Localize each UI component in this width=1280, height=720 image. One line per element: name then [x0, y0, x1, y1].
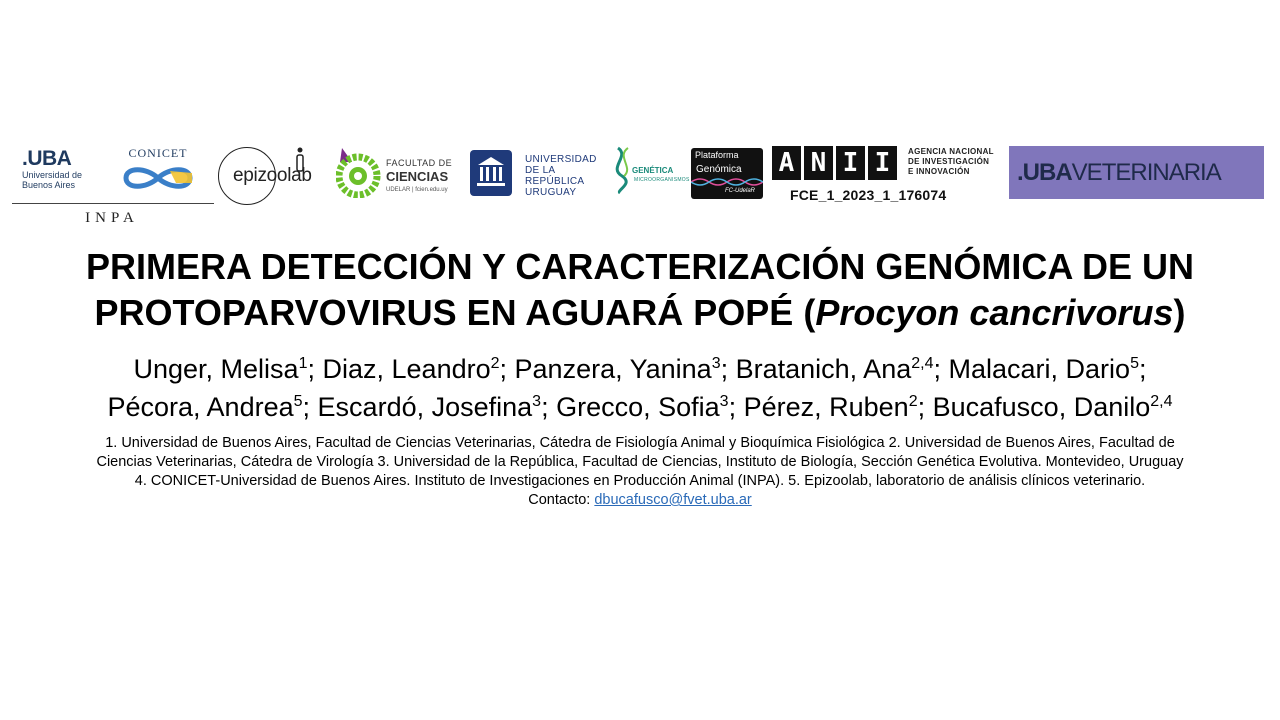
author-list [0, 350, 1280, 426]
author-separator: ; [1138, 354, 1147, 384]
dna-wave-icon [691, 176, 763, 188]
conicet-infinity-icon [120, 161, 196, 195]
author-name: Escardó, Josefina [317, 392, 533, 422]
anii-project-code: FCE_1_2023_1_176074 [790, 187, 947, 203]
anii-letter: N [804, 146, 833, 180]
uba-logo-line1: Universidad de [22, 170, 83, 180]
logo-divider [12, 203, 214, 204]
facultad-ciencias-logo [336, 146, 454, 206]
author-separator: ; [728, 392, 744, 422]
plataforma-genomica-logo [691, 148, 763, 199]
anii-agency-line3: E INNOVACIÓN [908, 167, 970, 176]
udelar-logo [470, 148, 610, 198]
genetica-line1: GENÉTICA [632, 166, 674, 175]
udelar-text [525, 154, 610, 198]
contact-email-link[interactable]: dbucafusco@fvet.uba.ar [594, 492, 752, 508]
fcien-line3: UDELAR | fcien.edu.uy [386, 187, 448, 193]
author-affiliation: 3 [719, 393, 729, 410]
title-species: Procyon cancrivorus [815, 292, 1174, 333]
plataforma-line3: FC-UdelaR [725, 188, 756, 194]
affiliation-line-2: Ciencias Veterinarias, Cátedra de Virología 3. Universidad de la República, Facultad de Ciencias, Instituto de Biología, Sección Genética Evolutiva. Montevideo, Uruguay [96, 454, 1184, 470]
author-name: Diaz, Leandro [322, 354, 491, 384]
author-affiliation: 3 [711, 355, 721, 372]
uba-veterinaria-part2: VETERINARIA [1071, 159, 1221, 186]
genetica-logo [612, 146, 690, 196]
plataforma-line1: Plataforma [695, 150, 739, 160]
author-name: Grecco, Sofia [556, 392, 720, 422]
author-separator: ; [499, 354, 515, 384]
epizoolab-logo [218, 147, 336, 207]
author-affiliation: 5 [293, 393, 303, 410]
anii-letter: A [772, 146, 801, 180]
title-line2 [0, 290, 1280, 336]
plataforma-line2: Genómica [696, 164, 742, 175]
author-separator: ; [933, 354, 949, 384]
sunflower-icon [336, 148, 382, 198]
author-affiliation: 2,4 [1150, 393, 1173, 410]
fcien-line2: CIENCIAS [386, 169, 449, 184]
author-separator: ; [541, 392, 557, 422]
title-line2-prefix: PROTOPARVOVIRUS EN AGUARÁ POPÉ ( [94, 292, 816, 333]
author-name: Panzera, Yanina [514, 354, 712, 384]
anii-agency [908, 147, 994, 177]
author-separator: ; [720, 354, 736, 384]
fcien-line1: FACULTAD DE [386, 158, 453, 168]
uba-logo [22, 148, 102, 190]
anii-logo [772, 143, 994, 207]
affiliation-line-1: 1. Universidad de Buenos Aires, Facultad de Ciencias Veterinarias, Cátedra de Fisiología Animal y Bioquímica Fisiológica 2. Universidad de Buenos Aires, Facultad de [105, 435, 1175, 451]
author-name: Unger, Melisa [133, 354, 299, 384]
anii-letters [772, 146, 900, 180]
poster-title [0, 244, 1280, 336]
uba-logo-text: .UBA [22, 147, 72, 170]
author-name: Pérez, Ruben [743, 392, 909, 422]
author-name: Pécora, Andrea [107, 392, 294, 422]
contact-label: Contacto: [528, 492, 595, 508]
author-affiliation: 2 [490, 355, 500, 372]
udelar-line3: URUGUAY [525, 187, 577, 198]
author-affiliation: 1 [298, 355, 308, 372]
author-separator: ; [307, 354, 323, 384]
contact-line [30, 491, 1250, 510]
affiliations [30, 434, 1250, 510]
anii-agency-line2: DE INVESTIGACIÓN [908, 157, 990, 166]
genetica-line2: MICROORGANISMOS [634, 177, 690, 183]
uba-logo-line2: Buenos Aires [22, 180, 76, 190]
udelar-line1: UNIVERSIDAD [525, 154, 597, 165]
author-affiliation: 2 [908, 393, 918, 410]
epizoolab-text: epizoolab [233, 165, 312, 186]
university-building-icon [470, 150, 512, 196]
author-line-2 [0, 388, 1280, 426]
author-affiliation: 3 [532, 393, 542, 410]
udelar-line2: DE LA REPÚBLICA [525, 165, 585, 187]
title-line1: PRIMERA DETECCIÓN Y CARACTERIZACIÓN GENÓMICA DE UN [85, 246, 1195, 287]
anii-agency-line1: AGENCIA NACIONAL [908, 147, 994, 156]
author-name: Malacari, Dario [948, 354, 1131, 384]
author-separator: ; [917, 392, 933, 422]
author-affiliation: 5 [1130, 355, 1139, 372]
uba-veterinaria-logo [1009, 146, 1264, 199]
author-line-1 [0, 350, 1280, 388]
conicet-logo [118, 146, 198, 200]
author-name: Bratanich, Ana [735, 354, 912, 384]
author-name: Bucafusco, Danilo [932, 392, 1151, 422]
anii-letter: I [836, 146, 865, 180]
title-line2-suffix: ) [1173, 292, 1186, 333]
author-separator: ; [302, 392, 318, 422]
uba-veterinaria-text [1017, 159, 1221, 187]
author-affiliation: 2,4 [911, 355, 934, 372]
inpa-logo: INPA [85, 210, 139, 226]
anii-letter: I [868, 146, 897, 180]
affiliation-line-3: 4. CONICET-Universidad de Buenos Aires. Instituto de Investigaciones en Producción Animal (INPA). 5. Epizoolab, laboratorio de análisis clínicos veterinario. [134, 473, 1146, 489]
conicet-logo-text: CONICET [128, 146, 188, 160]
uba-veterinaria-part1: .UBA [1017, 159, 1072, 186]
